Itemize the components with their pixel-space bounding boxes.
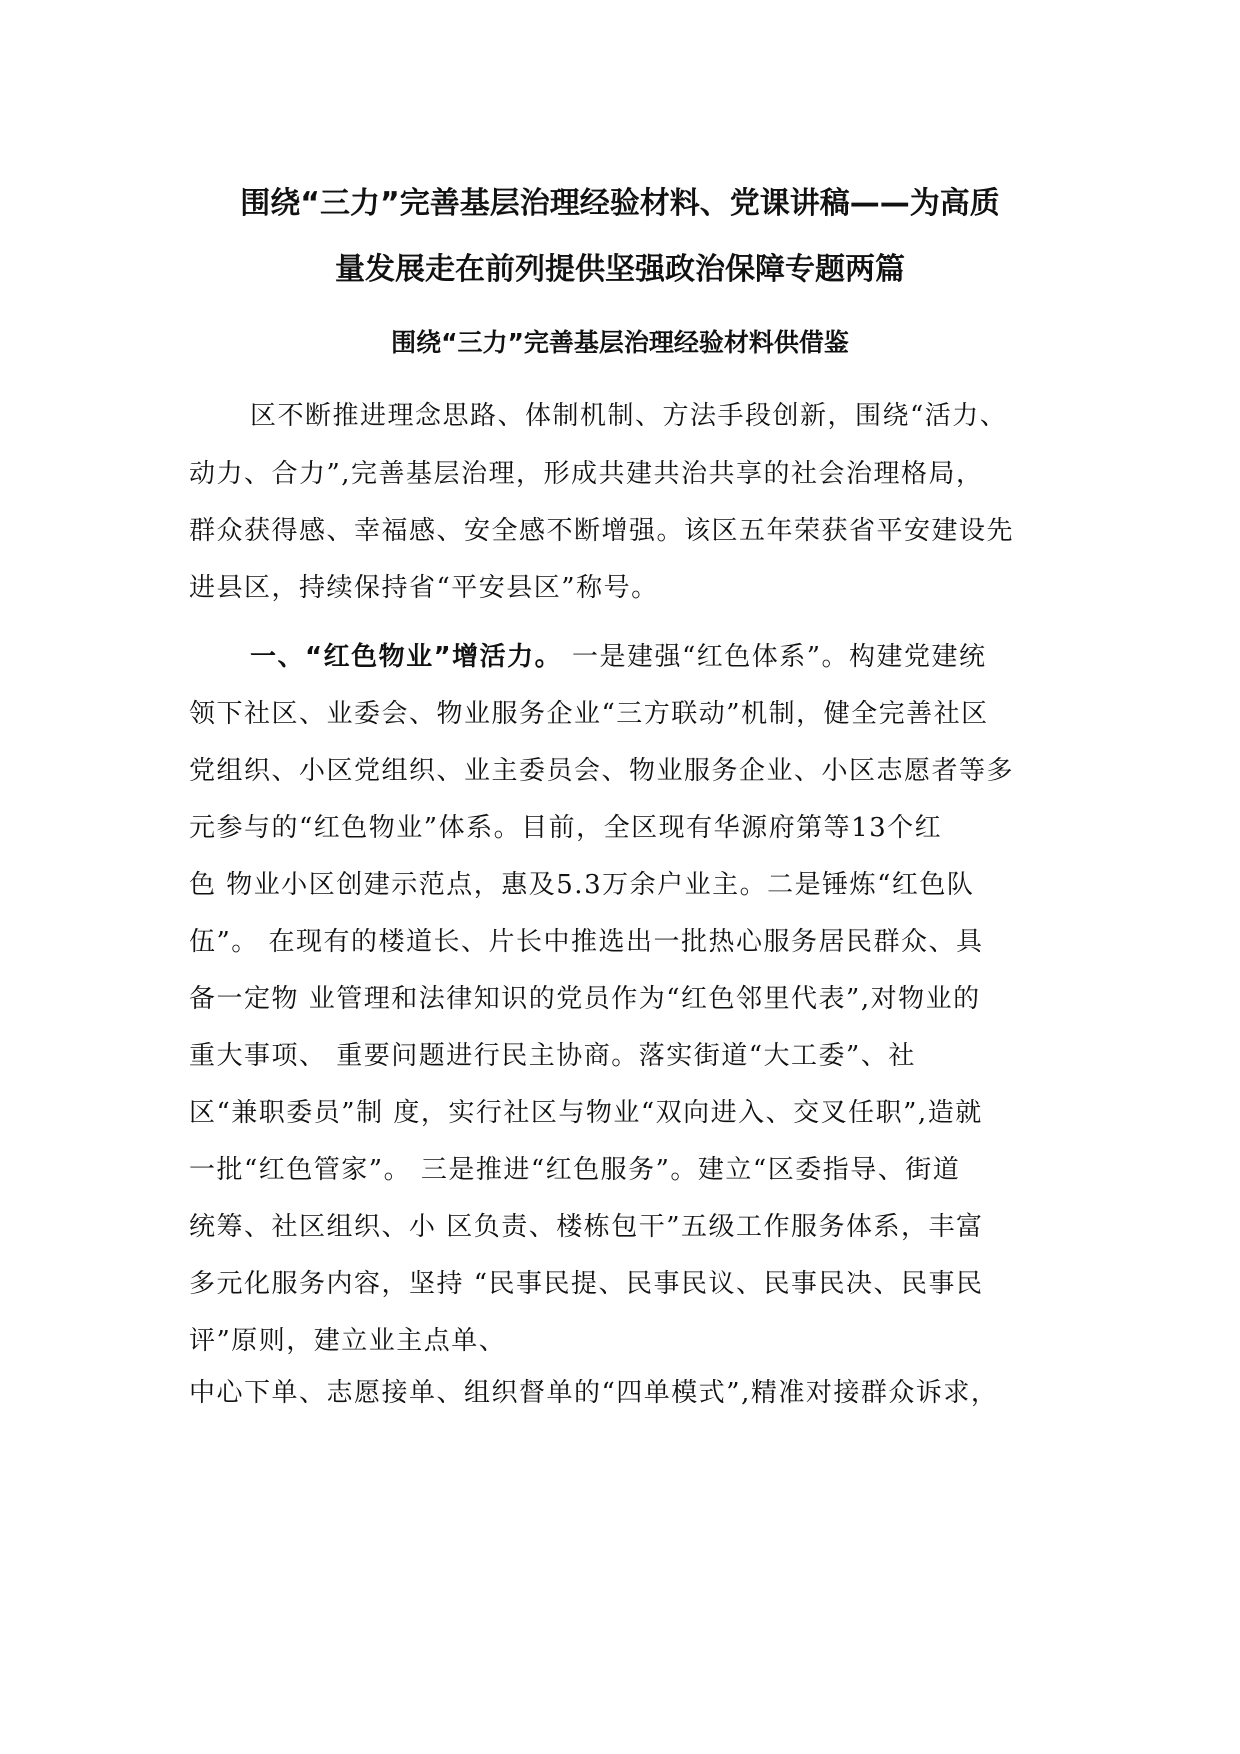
intro-line-1: 区不断推进理念思路、体制机制、方法手段创新，围绕“活力、 — [250, 401, 1008, 431]
section-1-heading: 一、“红色物业”增活力。 — [250, 642, 563, 672]
section-1-first-line — [250, 640, 987, 674]
section-1-line-1: 领下社区、业委会、物业服务企业“三方联动”机制，健全完善社区 — [189, 699, 989, 729]
section-1-line-2: 党组织、小区党组织、业主委员会、物业服务企业、小区志愿者等多 — [189, 756, 1015, 786]
section-1-line-6: 备一定物 业管理和法律知识的党员作为“红色邻里代表”,对物业的 — [189, 984, 981, 1014]
intro-line-2: 动力、合力”,完善基层治理，形成共建共治共享的社会治理格局， — [189, 459, 984, 489]
section-1-line-5: 伍”。 在现有的楼道长、片长中推选出一批热心服务居民群众、具 — [189, 927, 984, 957]
document-title-line-2: 量发展走在前列提供坚强政治保障专题两篇 — [335, 252, 905, 287]
document-title-line-1: 围绕“三力”完善基层治理经验材料、党课讲稿——为高质 — [240, 186, 1000, 221]
intro-line-3: 群众获得感、幸福感、安全感不断增强。该区五年荣获省平安建设先 — [189, 516, 1015, 546]
section-1-line-9: 一批“红色管家”。 三是推进“红色服务”。建立“区委指导、街道 — [189, 1155, 961, 1185]
section-1-line-4: 色 物业小区创建示范点，惠及5.3万余户业主。二是锤炼“红色队 — [189, 870, 975, 900]
section-1-line-11: 多元化服务内容，坚持 “民事民提、民事民议、民事民决、民事民 — [189, 1269, 984, 1299]
section-1-line-7: 重大事项、 重要问题进行民主协商。落实街道“大工委”、社 — [189, 1041, 916, 1071]
section-1-line-8: 区“兼职委员”制 度，实行社区与物业“双向进入、交叉任职”,造就 — [189, 1098, 983, 1128]
section-1-first-line-text: 一是建强“红色体系”。构建党建统 — [571, 642, 987, 672]
section-1-line-12: 评”原则，建立业主点单、 — [189, 1326, 507, 1356]
section-1-line-13: 中心下单、志愿接单、组织督单的“四单模式”,精准对接群众诉求， — [189, 1378, 999, 1408]
document-subtitle: 围绕“三力”完善基层治理经验材料供借鉴 — [391, 328, 849, 357]
section-1-line-10: 统筹、社区组织、小 区负责、楼栋包干”五级工作服务体系，丰富 — [189, 1212, 984, 1242]
section-1-line-3: 元参与的“红色物业”体系。目前，全区现有华源府第等13个红 — [189, 813, 943, 843]
intro-line-4: 进县区，持续保持省“平安县区”称号。 — [189, 573, 659, 603]
